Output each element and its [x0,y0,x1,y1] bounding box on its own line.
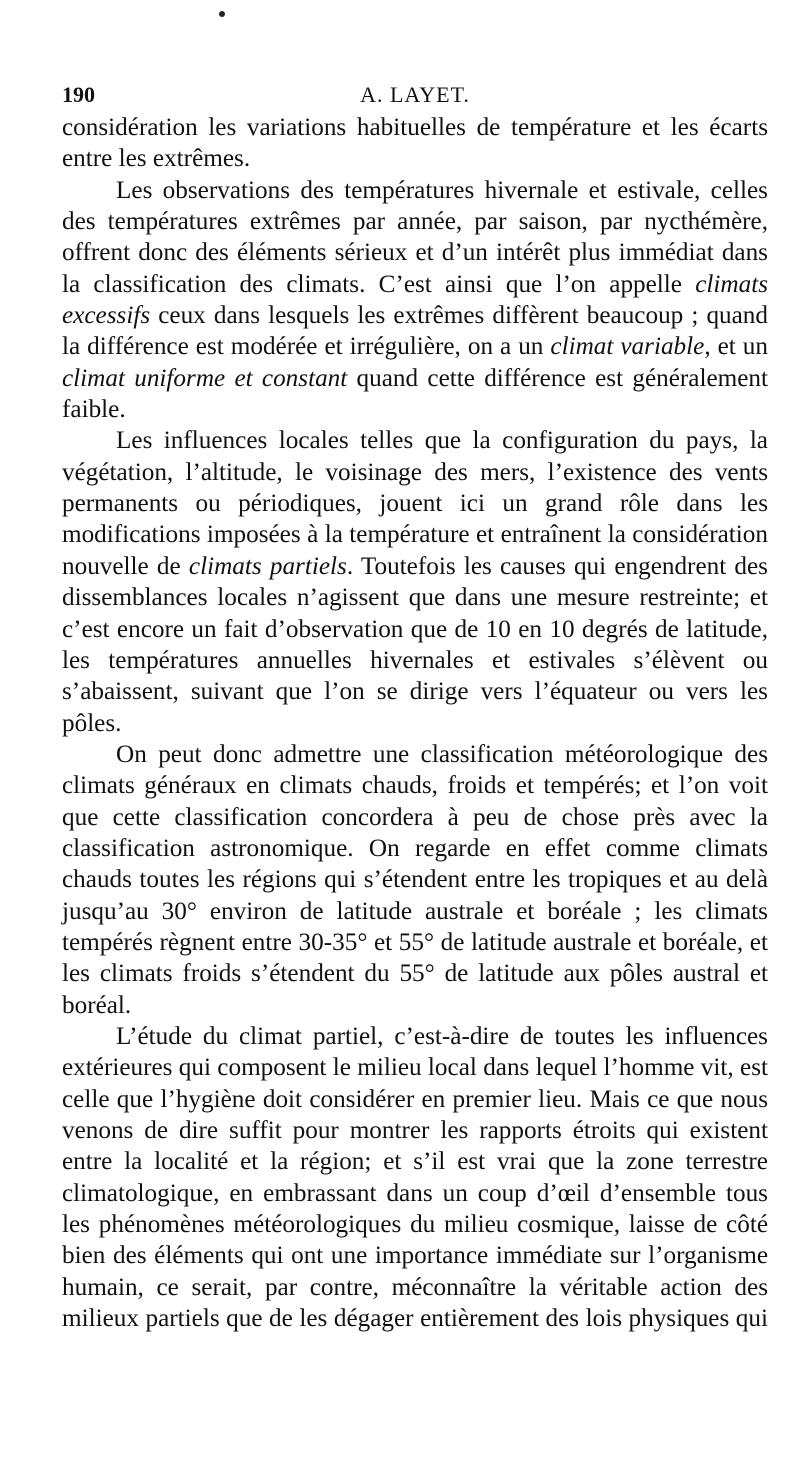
text-run: ceux dans lesquels les extrêmes diffèrent beaucoup ; quand la différence est modérée et irrégulière, on a un [62,302,768,361]
paragraph-3 [62,425,768,738]
paragraph-2 [62,175,768,426]
page-header [62,80,768,110]
paragraph-4: On peut donc admettre une classification météorologique des climats généraux en climats chauds, froids et tempérés; et l’on voit que cette classification concordera à peu de chose près avec la classification astronomique. On regarde en effet comme climats chauds toutes les régions qui s’étendent entre les tropiques et au delà jusqu’au 30° environ de latitude australe et boréale ; les climats tempérés règnent entre 30-35° et 55° de latitude australe et boréale, et les climats froids s’étendent du 55° de latitude aux pôles austral et boréal. [62,740,768,1019]
paragraph-1: considération les variations habituelles de température et les écarts entre les extrêmes. [62,114,768,173]
running-title: A. LAYET. [360,82,470,107]
term-climats-excessifs: climats excessifs [62,270,768,330]
text-run: Les observations des températures hivernale et estivale, celles des températures extrêmes par année, par saison, par nycthémère, offrent donc des éléments sérieux et d’un intérêt plus immédiat dans la classification des climats. C’est ainsi que l’on appelle [62,176,768,298]
term-climats-partiels: climats partiels [188,552,347,580]
text-run: , et un [704,333,768,361]
body-text [62,112,768,1334]
text-run: . Toutefois les causes qui engendrent des dissemblances locales n’agissent que dans une mesure restreinte; et c’est encore un fait d’observation que de 10 en 10 degrés de latitude, les températures annuelles hivernales et estivales s’élèvent ou s’abaissent, suivant que l’on se dirige vers l’équateur ou vers les pôles. [62,552,768,737]
term-climat-uniforme: climat uniforme et constant [62,364,348,392]
paragraph-5: L’étude du climat partiel, c’est-à-dire de toutes les influences extérieures qui composent le milieu local dans lequel l’homme vit, est celle que l’hygiène doit considérer en premier lieu. Mais ce que nous venons de dire suffit pour montrer les rapports étroits qui existent entre la localité et la région; et s’il est vrai que la zone terrestre climatologique, en embrassant dans un coup d’œil d’ensemble tous les phénomènes météorologiques du milieu cosmique, laisse de côté bien des éléments qui ont une importance immédiate sur l’organisme humain, ce serait, par contre, méconnaître la véritable action des milieux partiels que de les dégager entièrement des lois physiques qui [62,1022,768,1333]
text-run: Les influences locales telles que la configuration du pays, la végétation, l’altitude, le voisinage des mers, l’existence des vents permanents ou périodiques, jouent ici un grand rôle dans les modifications imposées à la température et entraînent la considération nouvelle de [62,427,768,580]
ink-speck [219,11,225,17]
page-number: 190 [62,82,95,107]
text-run: quand cette différence est généralement faible. [62,364,768,424]
term-climat-variable: climat variable [550,333,705,361]
